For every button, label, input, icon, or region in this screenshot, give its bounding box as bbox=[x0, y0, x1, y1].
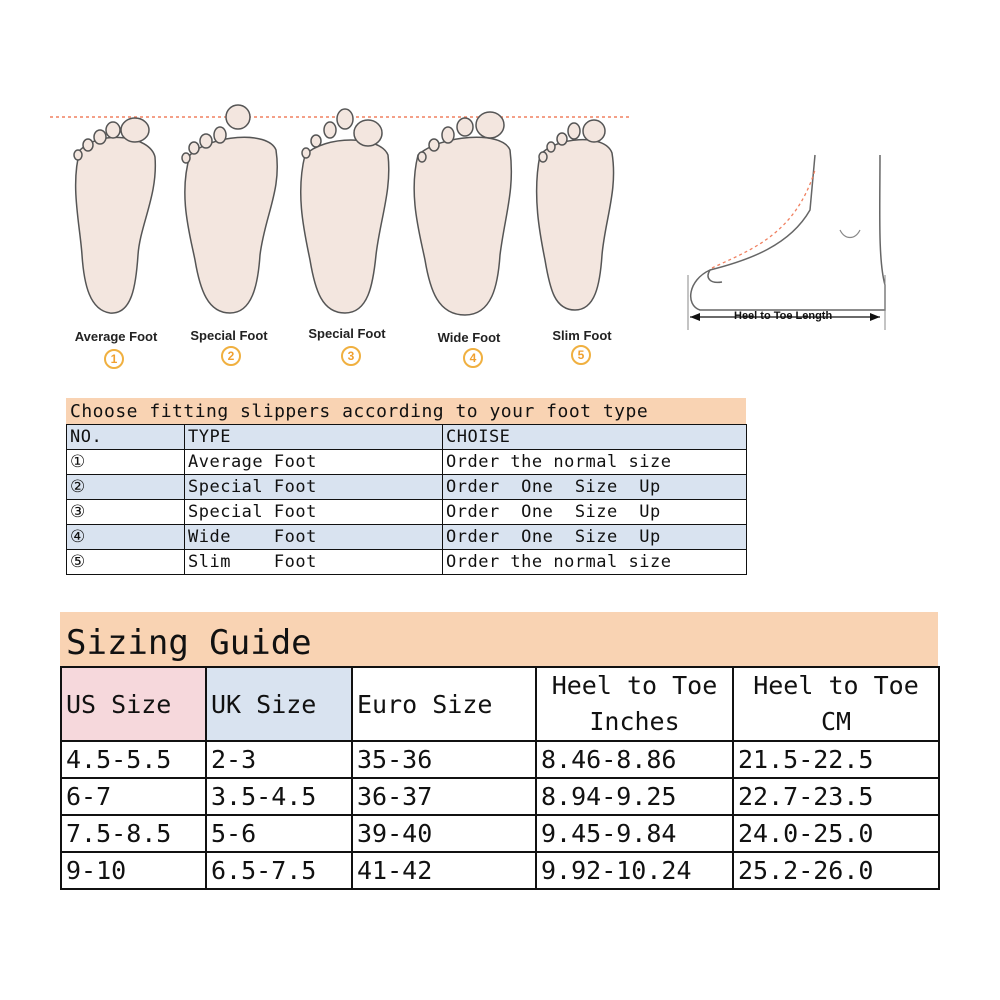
header-line: Heel to Toe bbox=[753, 671, 919, 700]
table-cell: 8.46-8.86 bbox=[536, 741, 733, 778]
table-row bbox=[67, 525, 747, 550]
table-cell: Wide Foot bbox=[185, 525, 443, 550]
fitting-table-title: Choose fitting slippers according to your foot type bbox=[66, 398, 746, 424]
table-cell: 21.5-22.5 bbox=[733, 741, 939, 778]
table-cell: Order the normal size bbox=[443, 550, 747, 575]
foot-label: Slim Foot bbox=[552, 328, 612, 343]
fitting-table bbox=[66, 398, 746, 575]
table-cell: 7.5-8.5 bbox=[61, 815, 206, 852]
table-row bbox=[67, 500, 747, 525]
table-header-row bbox=[61, 667, 939, 741]
sizing-guide-title: Sizing Guide bbox=[60, 612, 938, 666]
table-row bbox=[61, 815, 939, 852]
slim-foot-icon bbox=[537, 120, 614, 310]
table-cell: 9.45-9.84 bbox=[536, 815, 733, 852]
header-line: Inches bbox=[589, 707, 680, 736]
table-cell: 8.94-9.25 bbox=[536, 778, 733, 815]
table-cell: 25.2-26.0 bbox=[733, 852, 939, 889]
table-row bbox=[61, 778, 939, 815]
heel-to-toe-cm-header bbox=[733, 667, 939, 741]
sizing-guide bbox=[60, 612, 938, 890]
foot-outlines bbox=[40, 95, 640, 325]
table-cell: 3.5-4.5 bbox=[206, 778, 352, 815]
table-cell: 39-40 bbox=[352, 815, 536, 852]
table-cell: ④ bbox=[67, 525, 185, 550]
foot-number-badge: 3 bbox=[341, 346, 361, 366]
table-row bbox=[67, 550, 747, 575]
table-cell: 36-37 bbox=[352, 778, 536, 815]
foot-number-badge: 1 bbox=[104, 349, 124, 369]
table-cell: ③ bbox=[67, 500, 185, 525]
header-cell: NO. bbox=[67, 425, 185, 450]
foot-label: Special Foot bbox=[308, 326, 386, 341]
heel-to-toe-length-label: Heel to Toe Length bbox=[734, 310, 833, 322]
table-header-row bbox=[67, 425, 747, 450]
foot-types-illustration bbox=[40, 95, 640, 375]
table-cell: Order One Size Up bbox=[443, 475, 747, 500]
foot-number-badge: 4 bbox=[463, 348, 483, 368]
heel-to-toe-inches-header bbox=[536, 667, 733, 741]
table-cell: ① bbox=[67, 450, 185, 475]
table-cell: Average Foot bbox=[185, 450, 443, 475]
table-cell: 2-3 bbox=[206, 741, 352, 778]
table-cell: Order the normal size bbox=[443, 450, 747, 475]
table-row bbox=[61, 741, 939, 778]
us-size-header: US Size bbox=[61, 667, 206, 741]
special-foot-icon bbox=[301, 109, 389, 313]
table-cell: 9-10 bbox=[61, 852, 206, 889]
table-cell: Special Foot bbox=[185, 500, 443, 525]
header-line: CM bbox=[820, 707, 852, 736]
table-cell: 35-36 bbox=[352, 741, 536, 778]
table-cell: 9.92-10.24 bbox=[536, 852, 733, 889]
table-cell: Slim Foot bbox=[185, 550, 443, 575]
uk-size-header: UK Size bbox=[206, 667, 352, 741]
header-line: Heel to Toe bbox=[551, 671, 718, 700]
wide-foot-icon bbox=[414, 112, 511, 315]
table-cell: 5-6 bbox=[206, 815, 352, 852]
table-cell: Order One Size Up bbox=[443, 500, 747, 525]
foot-number-badge: 2 bbox=[221, 346, 241, 366]
average-foot-icon bbox=[74, 118, 155, 313]
table-cell: 6-7 bbox=[61, 778, 206, 815]
table-row bbox=[67, 450, 747, 475]
table-cell: 22.7-23.5 bbox=[733, 778, 939, 815]
foot-label: Wide Foot bbox=[437, 330, 501, 345]
table-cell: ⑤ bbox=[67, 550, 185, 575]
table-cell: 6.5-7.5 bbox=[206, 852, 352, 889]
euro-size-header: Euro Size bbox=[352, 667, 536, 741]
table-cell: 24.0-25.0 bbox=[733, 815, 939, 852]
table-cell: Special Foot bbox=[185, 475, 443, 500]
table-row bbox=[61, 852, 939, 889]
table-cell: 4.5-5.5 bbox=[61, 741, 206, 778]
sizing-guide-table bbox=[60, 666, 940, 890]
table-cell: 41-42 bbox=[352, 852, 536, 889]
table-cell: Order One Size Up bbox=[443, 525, 747, 550]
foot-label: Average Foot bbox=[74, 329, 158, 344]
table-cell: ② bbox=[67, 475, 185, 500]
foot-label: Special Foot bbox=[190, 328, 268, 343]
header-cell: TYPE bbox=[185, 425, 443, 450]
foot-number-badge: 5 bbox=[571, 345, 591, 365]
table-row bbox=[67, 475, 747, 500]
header-cell: CHOISE bbox=[443, 425, 747, 450]
special-foot-icon bbox=[182, 105, 277, 313]
fitting-table-grid bbox=[66, 424, 747, 575]
